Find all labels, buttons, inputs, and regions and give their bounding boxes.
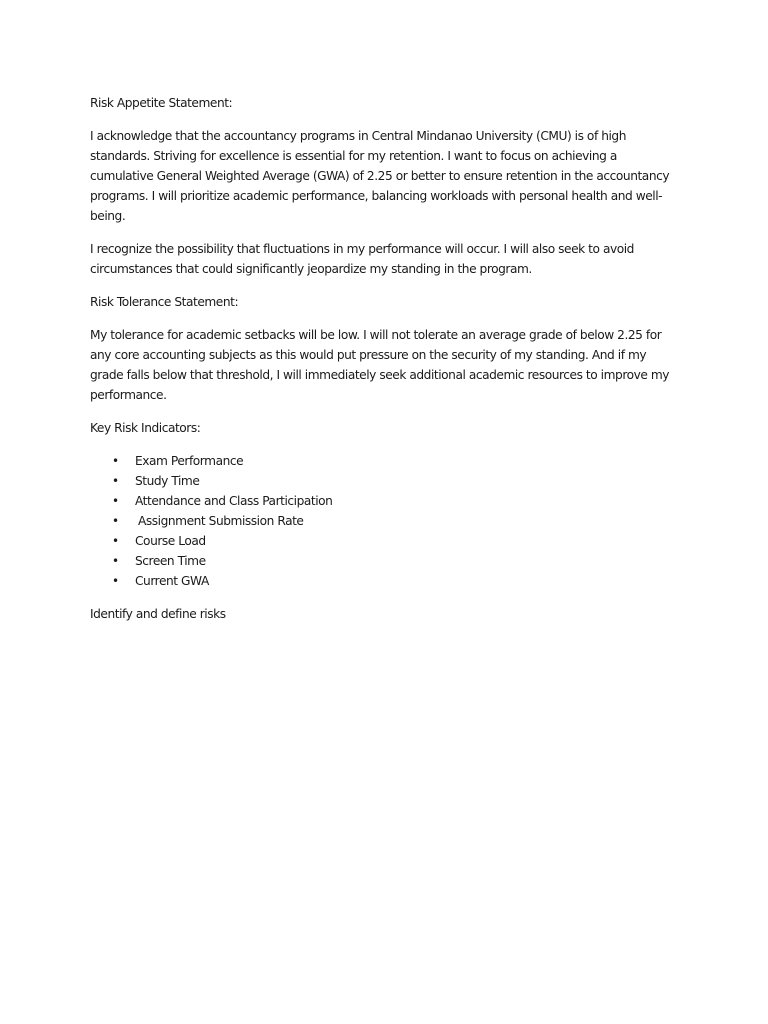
risk-appetite-heading: Risk Appetite Statement: — [90, 96, 233, 110]
list-item — [90, 511, 682, 531]
key-risk-indicators-list — [90, 451, 682, 591]
list-item — [90, 551, 682, 571]
list-item-label: Assignment Submission Rate — [138, 514, 304, 528]
bullet-icon: • — [112, 474, 119, 488]
bullet-icon: • — [112, 454, 119, 468]
list-item-label: Course Load — [135, 534, 206, 548]
list-item-label: Study Time — [135, 474, 200, 488]
document-page — [90, 93, 682, 637]
bullet-icon: • — [112, 534, 119, 548]
bullet-icon: • — [112, 494, 119, 508]
list-item-label: Screen Time — [135, 554, 206, 568]
key-risk-indicators-heading: Key Risk Indicators: — [90, 421, 201, 435]
bullet-icon: • — [112, 574, 119, 588]
list-item — [90, 491, 682, 511]
list-item — [90, 571, 682, 591]
list-item-label: Exam Performance — [135, 454, 244, 468]
list-item-label: Current GWA — [135, 574, 209, 588]
list-item — [90, 451, 682, 471]
closing-line: Identify and define risks — [90, 607, 226, 621]
list-item — [90, 531, 682, 551]
list-item — [90, 471, 682, 491]
list-item-label: Attendance and Class Participation — [135, 494, 333, 508]
bullet-icon: • — [112, 554, 119, 568]
risk-appetite-paragraph-1: I acknowledge that the accountancy programs in Central Mindanao University (CMU) is of high standards. Striving for excellence is essential for my retention. I want to focus on achieving a cumulative General Weighted Average (GWA) of 2.25 or better to ensure retention in the accountancy programs. I will prioritize academic performance, balancing workloads with personal health and well-being. — [90, 129, 670, 223]
risk-appetite-paragraph-2: I recognize the possibility that fluctuations in my performance will occur. I will also seek to avoid circumstances that could significantly jeopardize my standing in the program. — [90, 242, 634, 276]
risk-tolerance-paragraph: My tolerance for academic setbacks will be low. I will not tolerate an average grade of below 2.25 for any core accounting subjects as this would put pressure on the security of my standing. And if my grade falls below that threshold, I will immediately seek additional academic resources to improve my performance. — [90, 328, 670, 402]
risk-tolerance-heading: Risk Tolerance Statement: — [90, 295, 239, 309]
bullet-icon: • — [112, 514, 119, 528]
